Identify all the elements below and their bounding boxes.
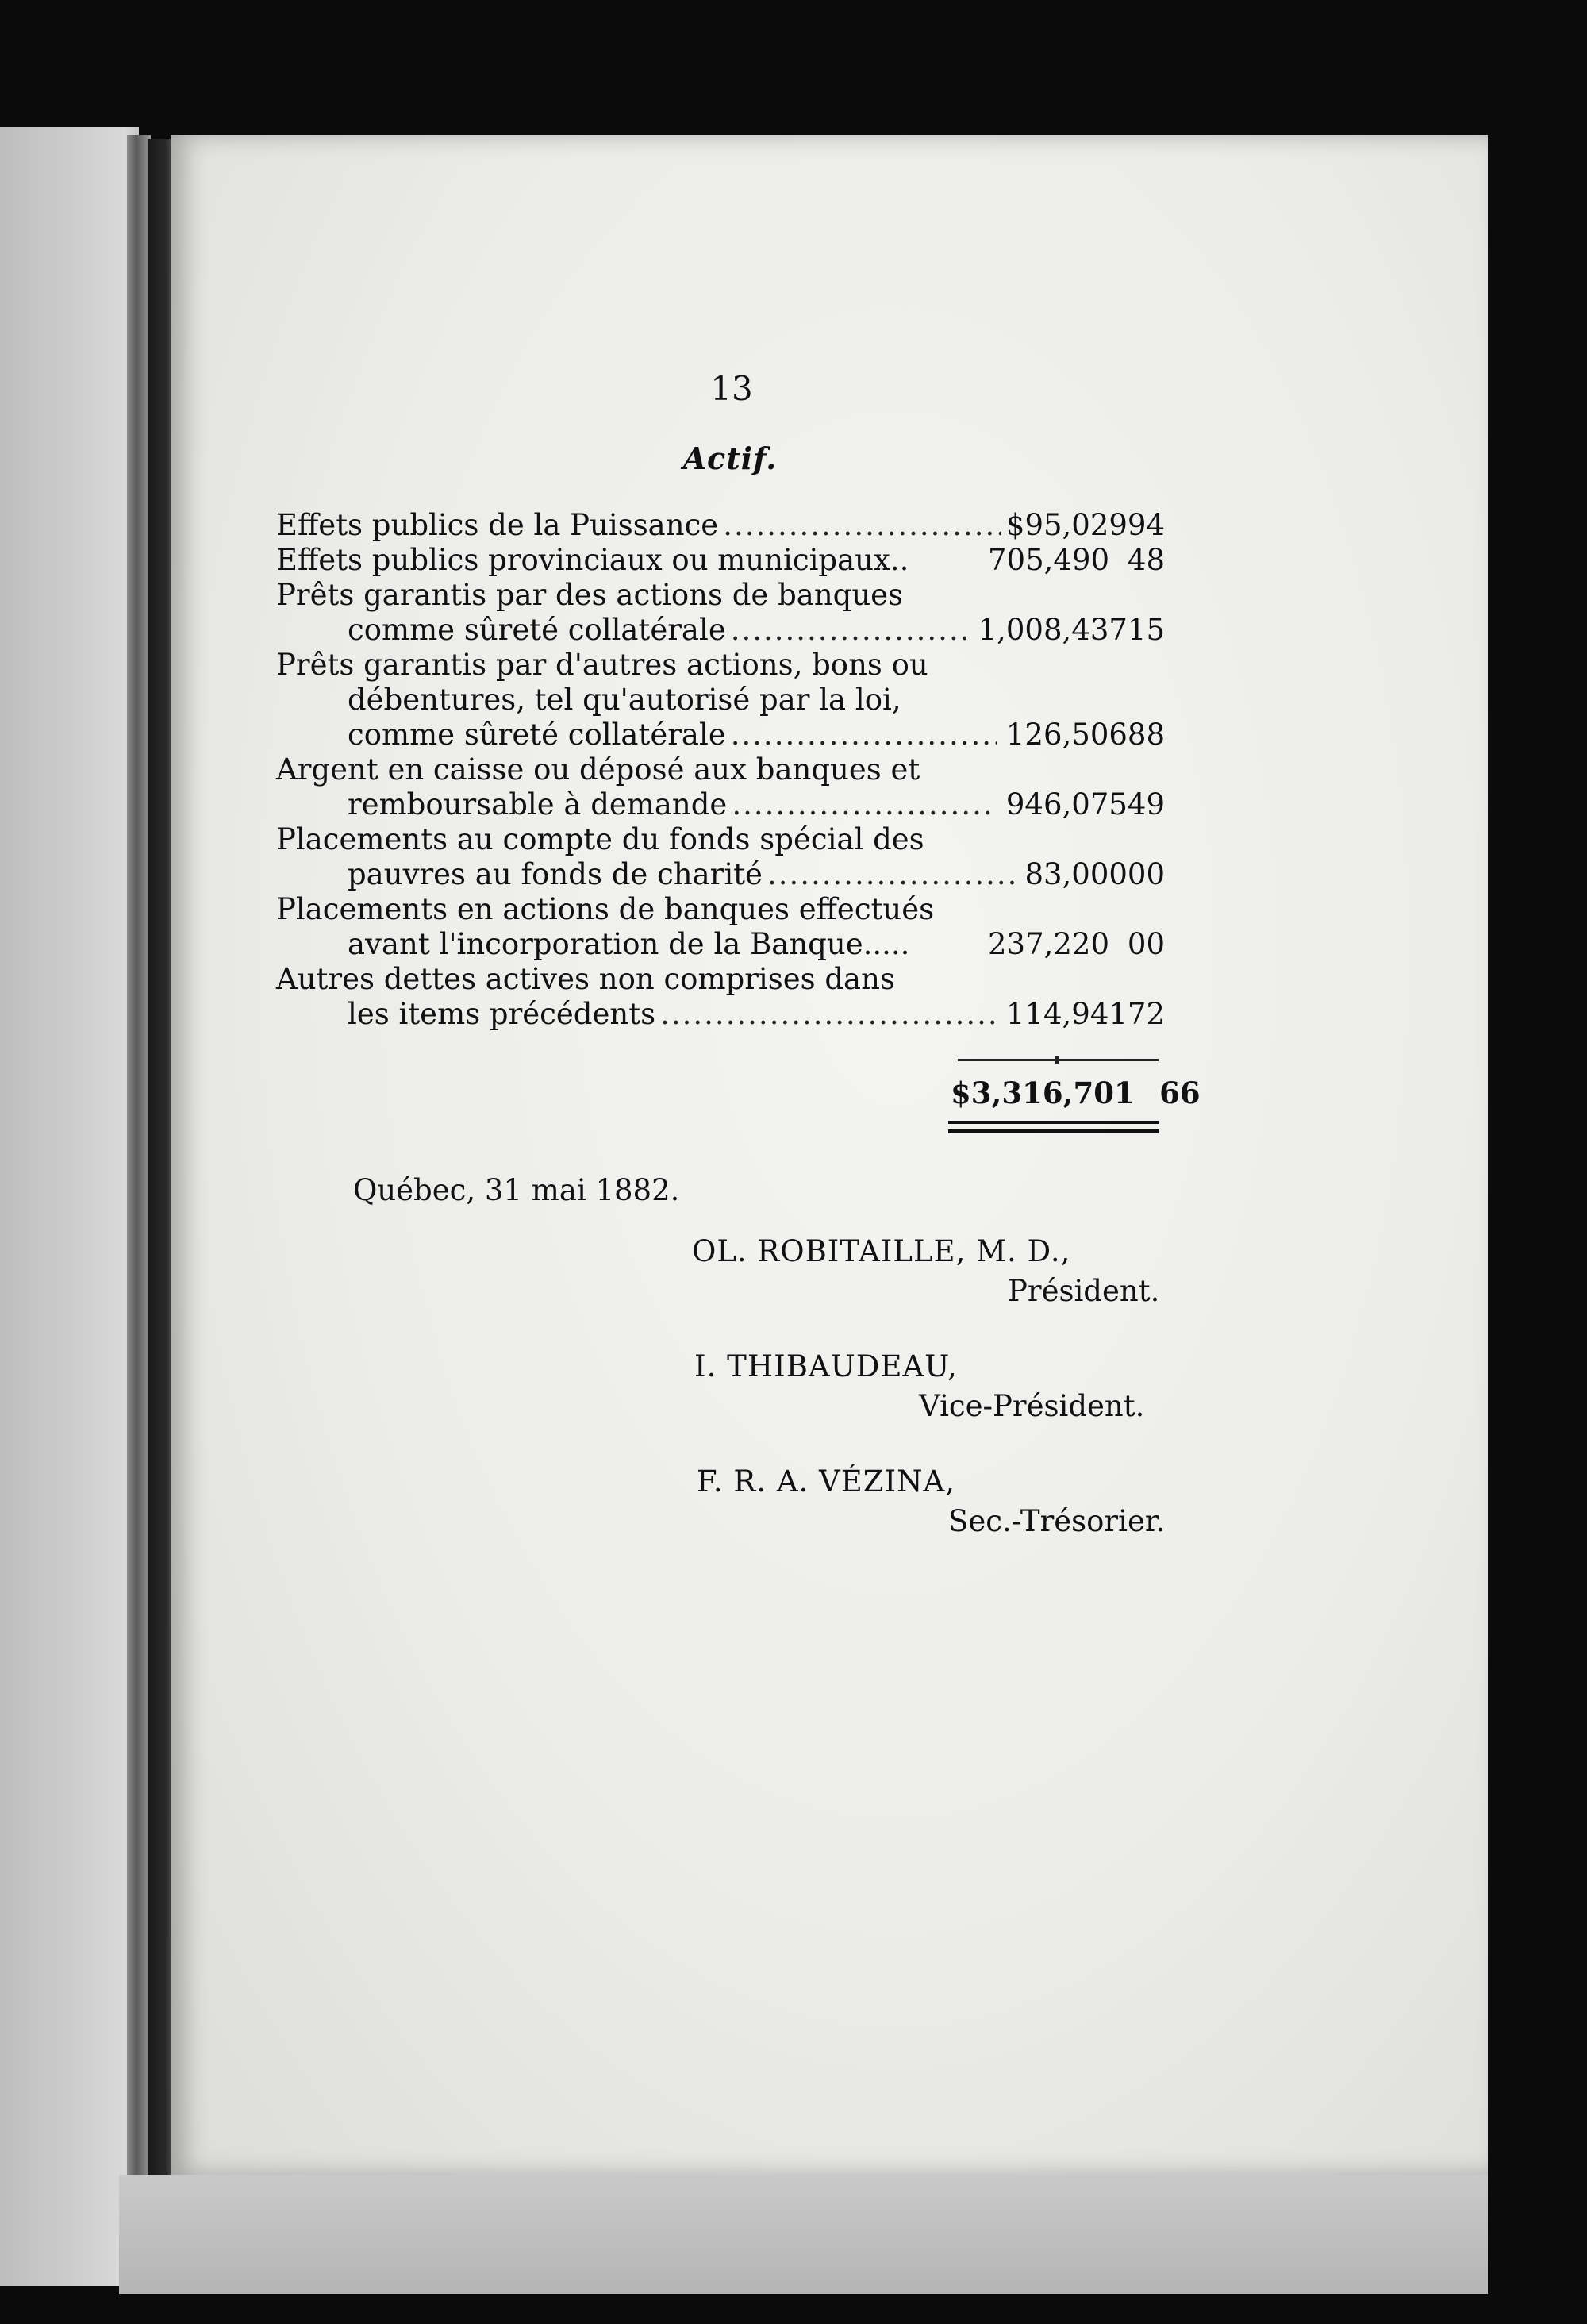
ledger-entry [276, 892, 1165, 962]
ledger-line [276, 578, 1165, 613]
entry-amount: 95,029 [1024, 508, 1128, 542]
entry-cents: 00 [1127, 857, 1165, 891]
dot-leader [732, 787, 997, 822]
entry-description: comme sûreté collatérale [348, 613, 726, 647]
entry-cents: 15 [1127, 613, 1165, 647]
entry-cents: 94 [1127, 508, 1165, 542]
subtotal-rule-tick [1055, 1056, 1059, 1064]
ledger-entry [276, 578, 1165, 648]
ledger-line [276, 543, 1165, 578]
entry-description: Effets publics provinciaux ou municipaux.. [276, 543, 909, 577]
currency-symbol: $ [1005, 508, 1025, 542]
entry-cents: 88 [1127, 718, 1165, 752]
entry-cents: 00 [1127, 927, 1165, 961]
page-bottom-shade [119, 2175, 1488, 2294]
total-double-rule-top [948, 1121, 1159, 1124]
entry-amount: 946,075 [1005, 787, 1128, 821]
ledger-entry [276, 543, 1165, 578]
entry-description: remboursable à demande [348, 787, 728, 821]
signatory-title-vice-president: Vice-Président. [919, 1389, 1145, 1423]
signatory-title-treasurer: Sec.-Trésorier. [948, 1504, 1166, 1538]
entry-amount: 126,506 [1005, 718, 1128, 752]
entry-description: Placements en actions de banques effectués [276, 892, 935, 926]
ledger-line [276, 822, 1165, 857]
dot-leader [660, 997, 996, 1032]
document-page [171, 135, 1488, 2175]
dot-leader [767, 857, 1016, 892]
entry-cents: 49 [1127, 787, 1165, 821]
entry-amount: 83,000 [1024, 857, 1128, 891]
ledger-entry [276, 962, 1165, 1032]
ledger-line [276, 648, 1165, 683]
ledger-entry [276, 752, 1165, 822]
entry-description: pauvres au fonds de charité [348, 857, 763, 891]
entry-description: débentures, tel qu'autorisé par la loi, [348, 683, 901, 717]
dot-leader [731, 718, 997, 752]
entry-cents: 72 [1127, 997, 1165, 1031]
entry-description: avant l'incorporation de la Banque..... [348, 927, 910, 961]
entry-description: comme sûreté collatérale [348, 718, 726, 752]
signatory-name-vice-president: I. THIBAUDEAU, [694, 1349, 958, 1383]
entry-description: Prêts garantis par d'autres actions, bons ou [276, 648, 928, 682]
ledger-line [276, 857, 1165, 892]
ledger-line [276, 927, 1165, 962]
entry-description: Autres dettes actives non comprises dans [276, 962, 895, 996]
section-title: Actif. [682, 441, 778, 476]
entry-description: Placements au compte du fonds spécial des [276, 822, 924, 856]
entry-amount: 114,941 [1005, 997, 1128, 1031]
total-amount: $3,316,701 [951, 1075, 1135, 1110]
entry-cents: 48 [1127, 543, 1165, 577]
total-double-rule-bottom [948, 1129, 1159, 1133]
ledger-entry [276, 508, 1165, 543]
total-cents: 66 [1159, 1075, 1201, 1110]
dot-leader [731, 613, 970, 648]
ledger-line [276, 683, 1165, 718]
ledger-line [276, 892, 1165, 927]
ledger-line [276, 997, 1165, 1032]
ledger-line [276, 718, 1165, 752]
previous-page-edge [0, 127, 139, 2286]
date-line: Québec, 31 mai 1882. [353, 1173, 680, 1207]
assets-ledger [276, 508, 1165, 1032]
ledger-entry [276, 822, 1165, 892]
entry-description: les items précédents [348, 997, 656, 1031]
ledger-line [276, 787, 1165, 822]
entry-description: Effets publics de la Puissance [276, 508, 719, 542]
signatory-title-president: Président. [1008, 1274, 1160, 1308]
ledger-line [276, 508, 1165, 543]
entry-description: Argent en caisse ou déposé aux banques et [276, 752, 920, 787]
signatory-name-president: OL. ROBITAILLE, M. D., [692, 1234, 1071, 1268]
entry-amount: 237,220 [987, 927, 1109, 961]
entry-amount: 1,008,437 [978, 613, 1128, 647]
ledger-entry [276, 648, 1165, 752]
page-number: 13 [710, 369, 753, 408]
total-amount-line [951, 1075, 1201, 1110]
entry-amount: 705,490 [987, 543, 1109, 577]
signatory-name-treasurer: F. R. A. VÉZINA, [697, 1464, 955, 1499]
dot-leader [723, 508, 1001, 543]
ledger-line [276, 752, 1165, 787]
entry-description: Prêts garantis par des actions de banques [276, 578, 904, 612]
ledger-line [276, 613, 1165, 648]
ledger-line [276, 962, 1165, 997]
